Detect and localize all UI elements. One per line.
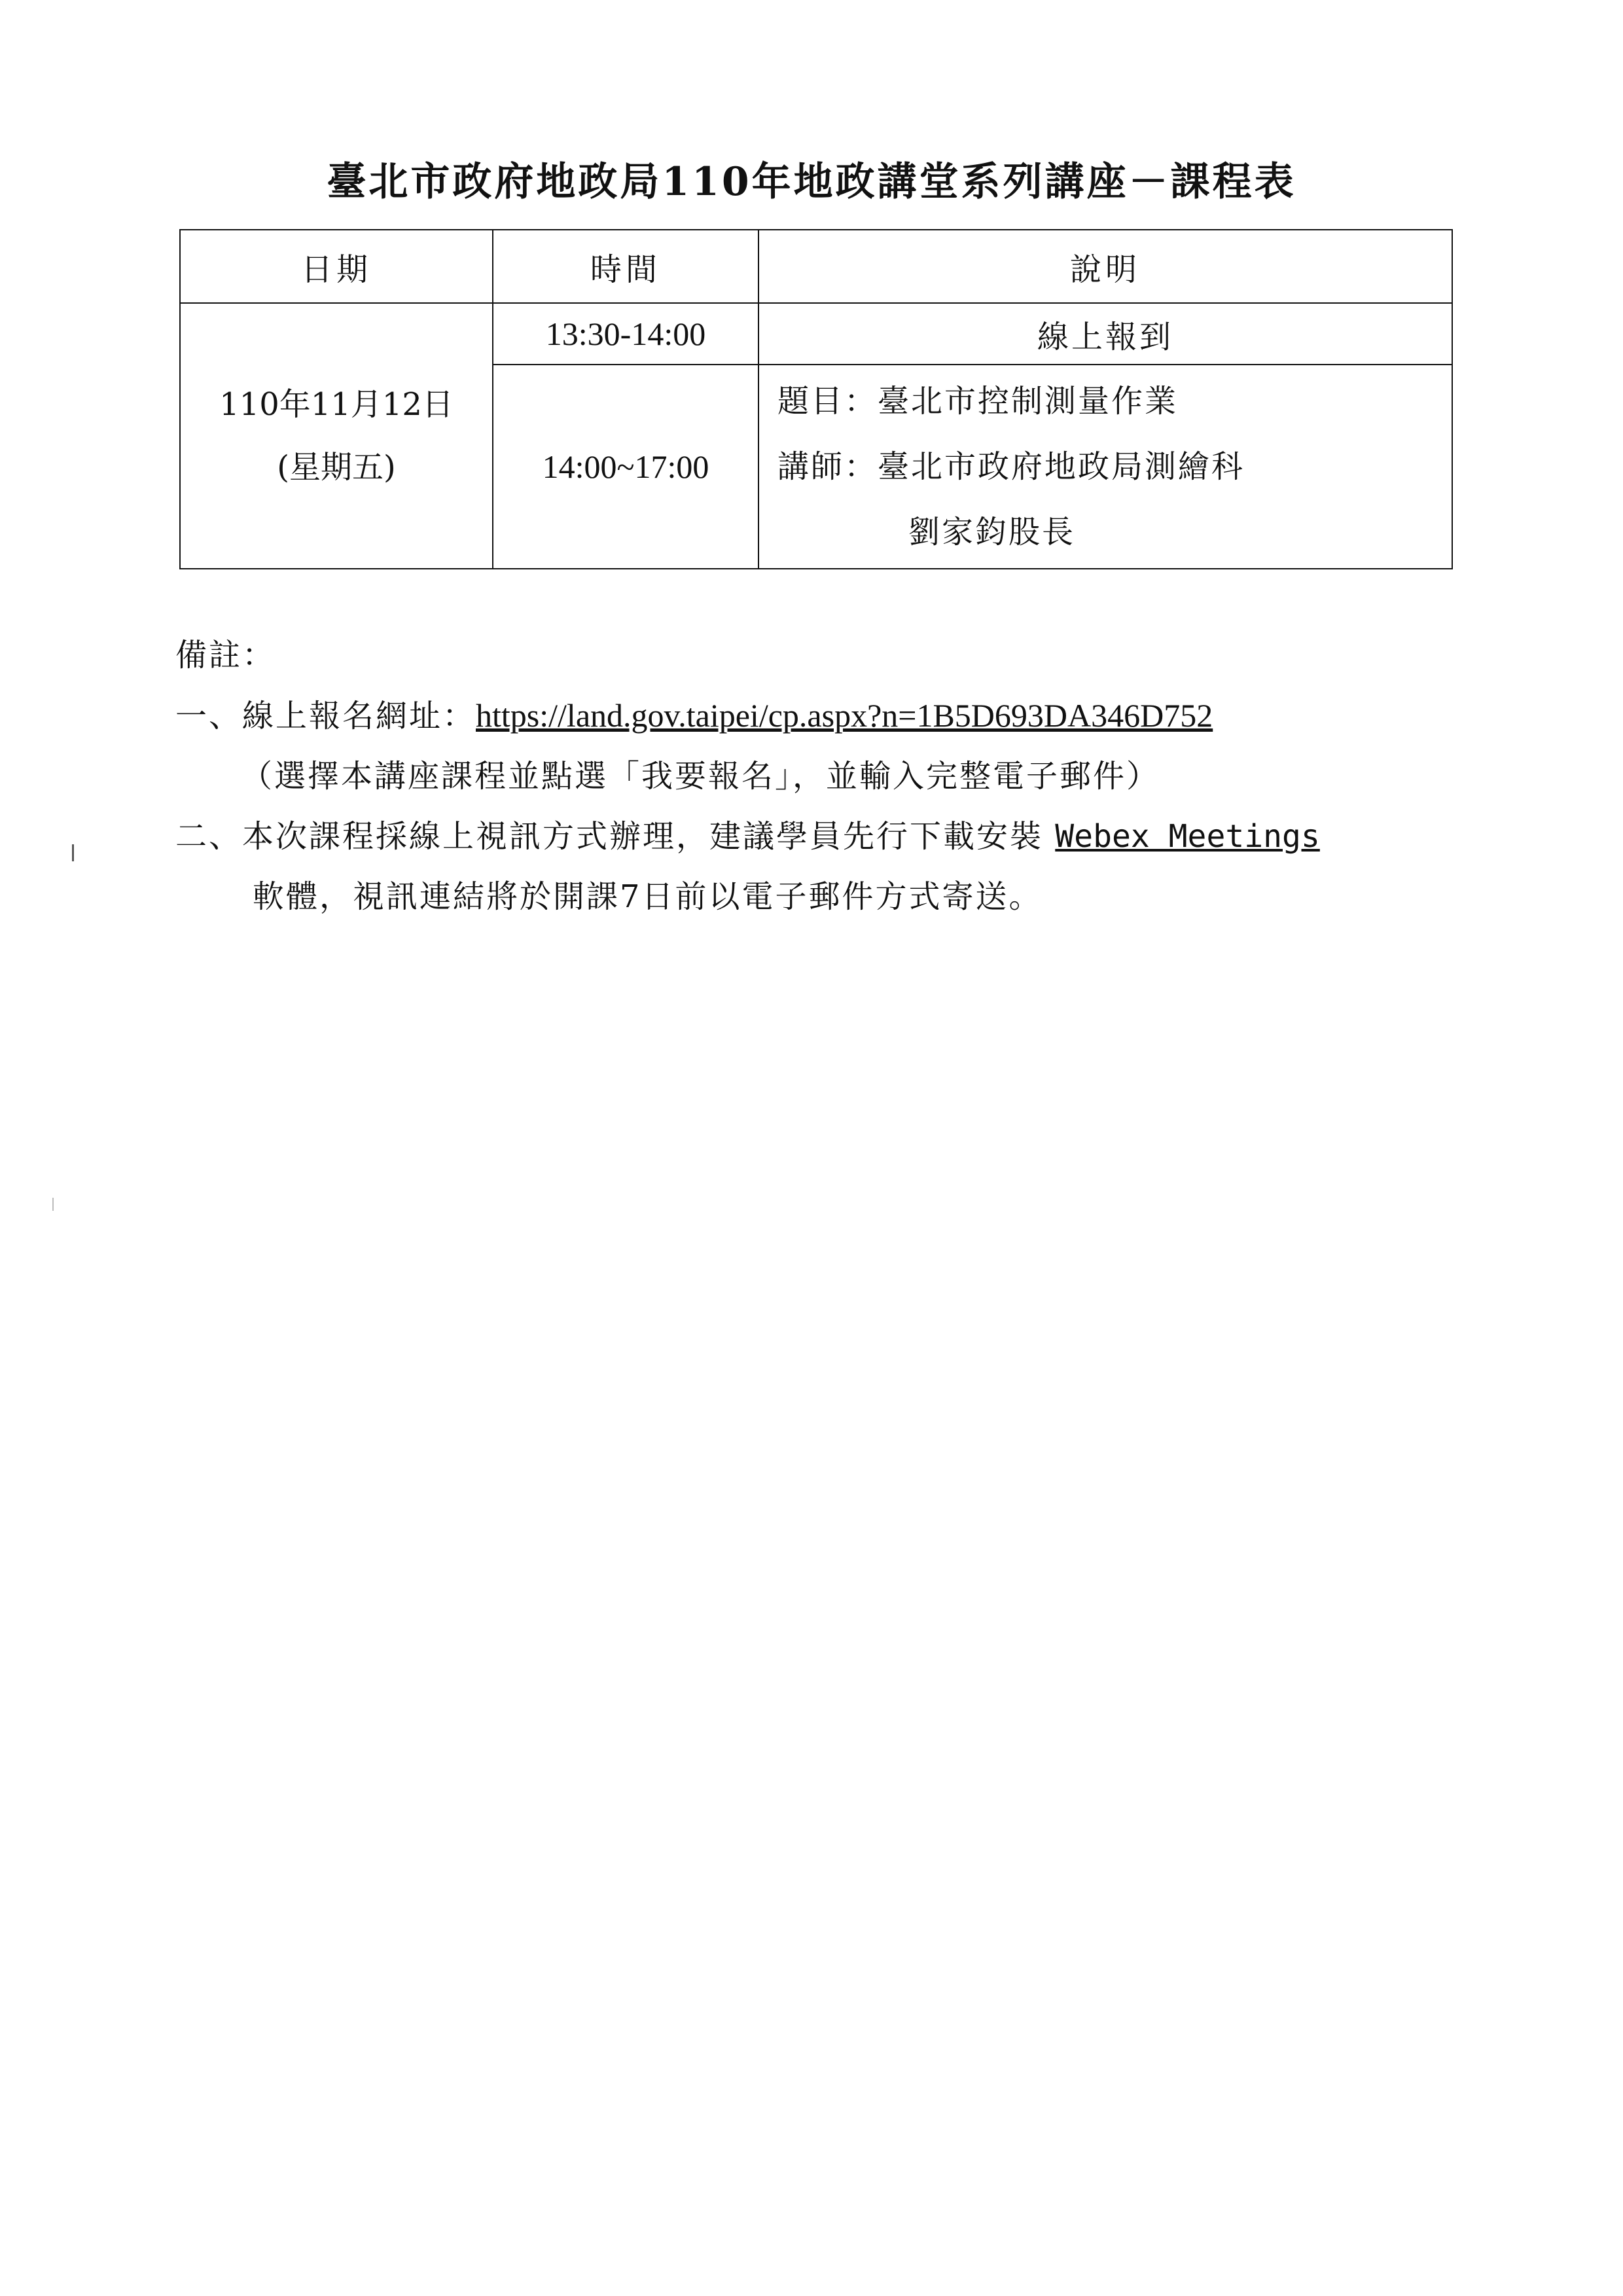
page-title: 臺北市政府地政局110年地政講堂系列講座－課程表 [327, 159, 1296, 205]
note-item-1-prefix: 一、線上報名網址： [175, 698, 476, 734]
description-cell [758, 365, 1452, 569]
note-item-1 [175, 685, 1471, 746]
date-cell [180, 303, 493, 569]
webex-meetings-link: Webex Meetings [1055, 818, 1320, 855]
scan-artifact-mark [72, 844, 74, 861]
note-item-2-prefix: 二、本次課程採線上視訊方式辦理，建議學員先行下載安裝 [175, 818, 1056, 855]
note-item-2-continued: 軟體，視訊連結將於開課7日前以電子郵件方式寄送。 [253, 878, 1043, 915]
notes-section [175, 625, 1471, 927]
description-cell: 線上報到 [758, 303, 1452, 365]
note-item-2 [175, 806, 1471, 867]
weekday-text: (星期五) [277, 449, 396, 486]
scan-artifact-mark [52, 1198, 54, 1211]
note-item-1-hint: （選擇本講座課程並點選「我要報名」，並輸入完整電子郵件） [241, 758, 1160, 795]
notes-heading: 備註： [175, 637, 276, 673]
time-cell: 13:30-14:00 [493, 303, 758, 365]
header-description: 說明 [758, 230, 1452, 303]
lecturer-text: 講師：臺北市政府地政局測繪科 [777, 448, 1245, 485]
header-date: 日期 [180, 230, 493, 303]
header-time: 時間 [493, 230, 758, 303]
course-schedule-table [179, 229, 1453, 569]
topic-text: 題目：臺北市控制測量作業 [777, 383, 1179, 420]
table-header-row [180, 230, 1452, 303]
lecturer-name-text: 劉家鈞股長 [908, 514, 1076, 550]
registration-link[interactable]: https://land.gov.taipei/cp.aspx?n=1B5D693DA346D752 [476, 697, 1213, 734]
date-text: 110年11月12日 [219, 386, 454, 423]
time-cell: 14:00~17:00 [493, 365, 758, 569]
table-row [180, 303, 1452, 365]
